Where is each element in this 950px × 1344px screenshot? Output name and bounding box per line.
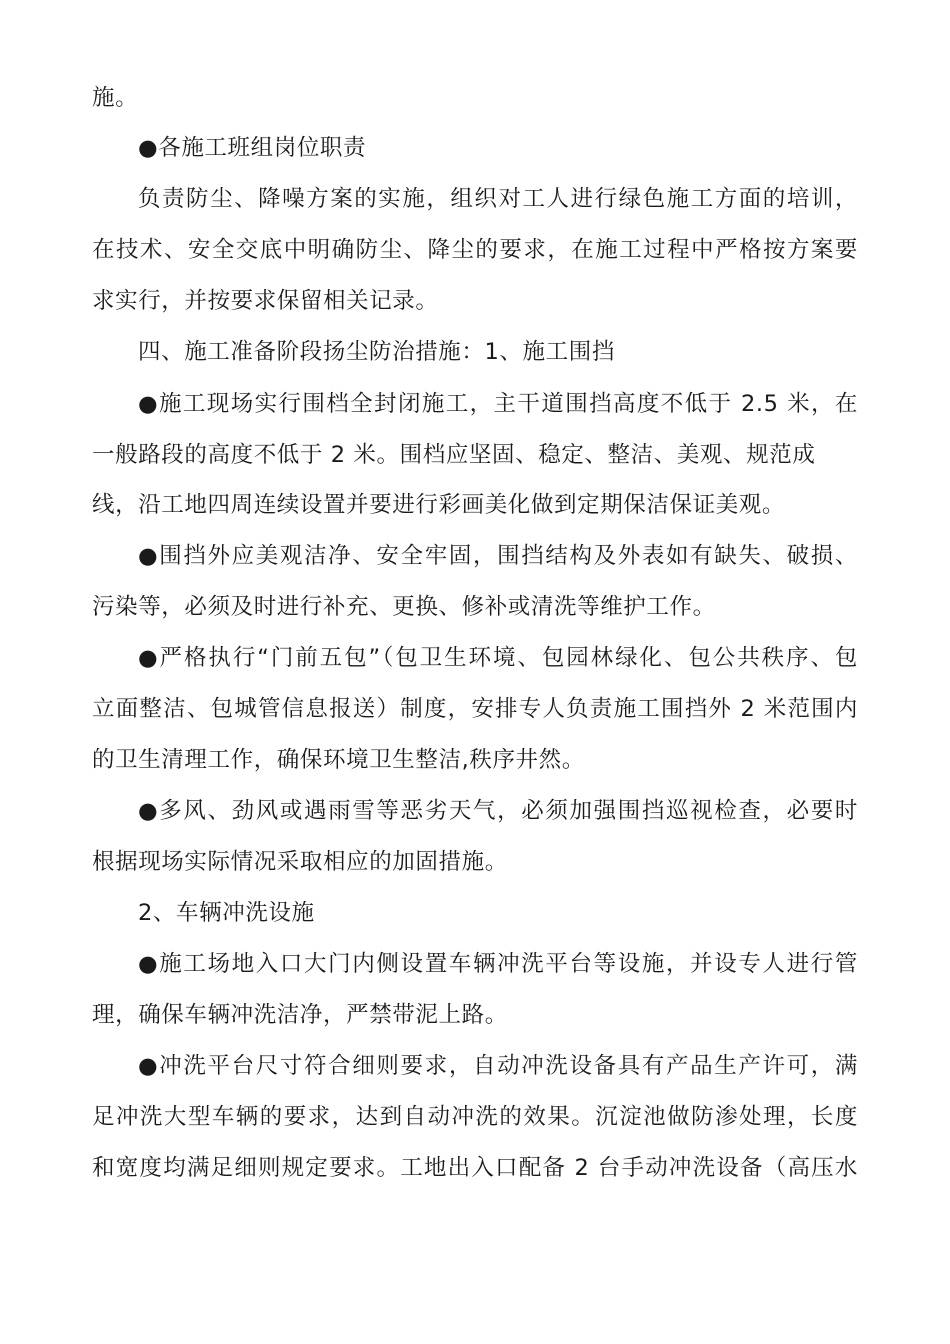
paragraph-line: 线，沿工地四周连续设置并要进行彩画美化做到定期保洁保证美观。 bbox=[92, 492, 786, 518]
paragraph-line: 负责防尘、降噪方案的实施，组织对工人进行绿色施工方面的培训， bbox=[138, 186, 858, 212]
paragraph-line: 的卫生清理工作，确保环境卫生整洁,秩序井然。 bbox=[92, 747, 585, 773]
paragraph-line: ●围挡外应美观洁净、安全牢固，围挡结构及外表如有缺失、破损、 bbox=[138, 543, 858, 569]
paragraph-line: 污染等，必须及时进行补充、更换、修补或清洗等维护工作。 bbox=[92, 594, 716, 620]
paragraph-line: 和宽度均满足细则规定要求。工地出入口配备 2 台手动冲洗设备（高压水 bbox=[92, 1155, 858, 1181]
paragraph-line: 足冲洗大型车辆的要求，达到自动冲洗的效果。沉淀池做防渗处理，长度 bbox=[92, 1104, 858, 1130]
paragraph-line: 施。 bbox=[92, 85, 139, 111]
paragraph-line: ●严格执行“门前五包”（包卫生环境、包园林绿化、包公共秩序、包 bbox=[138, 645, 858, 671]
paragraph-line: 根据现场实际情况采取相应的加固措施。 bbox=[92, 849, 508, 875]
paragraph-line: 理，确保车辆冲洗洁净，严禁带泥上路。 bbox=[92, 1002, 508, 1028]
paragraph-line: 一般路段的高度不低于 2 米。围档应坚固、稳定、整洁、美观、规范成 bbox=[92, 442, 816, 468]
section-heading: 四、施工准备阶段扬尘防治措施：1、施工围挡 bbox=[138, 339, 615, 365]
paragraph-line: ●冲洗平台尺寸符合细则要求，自动冲洗设备具有产品生产许可，满 bbox=[138, 1053, 858, 1079]
paragraph-line: 求实行，并按要求保留相关记录。 bbox=[92, 288, 439, 314]
paragraph-line: ●多风、劲风或遇雨雪等恶劣天气，必须加强围挡巡视检查，必要时 bbox=[138, 798, 858, 824]
paragraph-line: 立面整洁、包城管信息报送）制度，安排专人负责施工围挡外 2 米范围内 bbox=[92, 696, 858, 722]
section-heading: 2、车辆冲洗设施 bbox=[138, 900, 315, 926]
paragraph-line: ●施工现场实行围档全封闭施工，主干道围挡高度不低于 2.5 米，在 bbox=[138, 391, 858, 417]
paragraph-line: ●施工场地入口大门内侧设置车辆冲洗平台等设施，并设专人进行管 bbox=[138, 951, 858, 977]
paragraph-line: 在技术、安全交底中明确防尘、降尘的要求，在施工过程中严格按方案要 bbox=[92, 237, 858, 263]
section-heading: ●各施工班组岗位职责 bbox=[138, 135, 367, 161]
